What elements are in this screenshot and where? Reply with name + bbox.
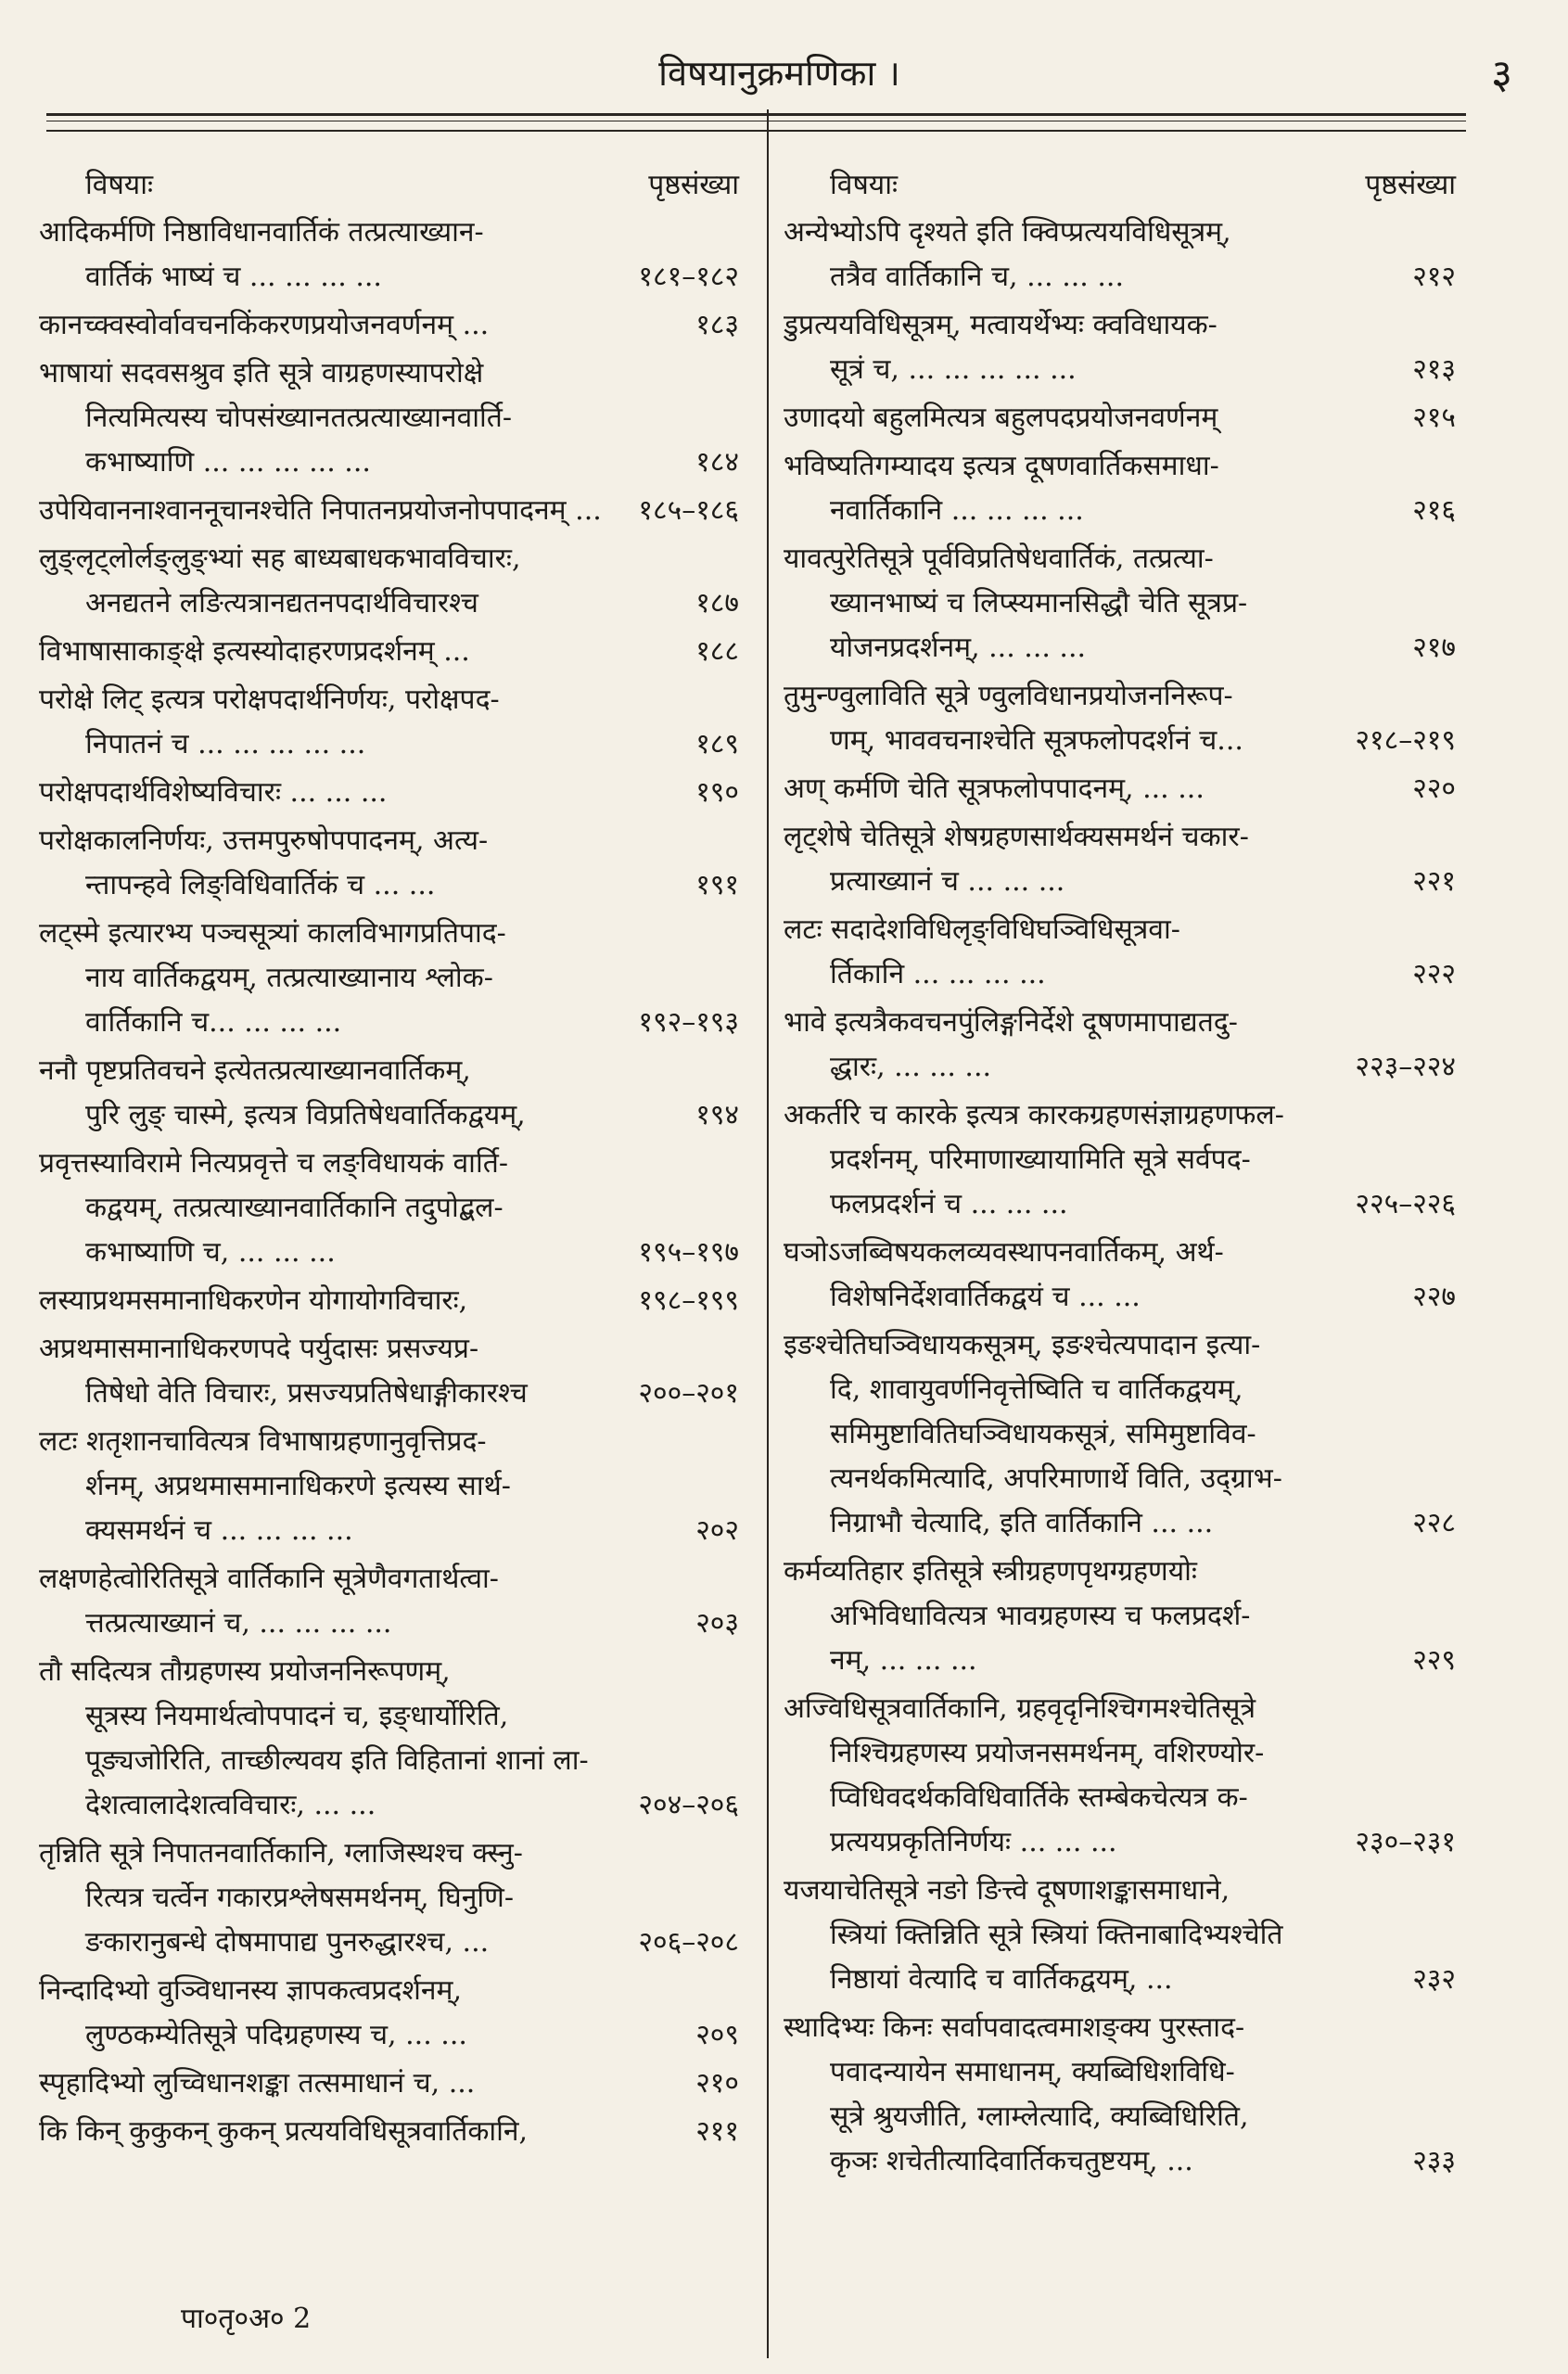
entry-text-line: त्तत्प्रत्याख्यानं च, ... ... ... ... bbox=[85, 1607, 392, 1640]
entry-page-number: १९१ bbox=[688, 863, 739, 908]
entry-text-line: र्शनम्, अप्रथमासमानाधिकरणे इत्यस्य सार्थ- bbox=[85, 1470, 511, 1502]
entry-page-number: १८१–१८२ bbox=[631, 255, 739, 300]
entry-text-line: दि, शावायुवर्णनिवृत्तेष्विति च वार्तिकद्वयम्, bbox=[830, 1373, 1243, 1406]
entry-page-number: २०३ bbox=[688, 1602, 739, 1646]
toc-entry bbox=[784, 1093, 1465, 1227]
toc-entry bbox=[784, 767, 1465, 811]
entry-text-line: निश्चिग्रहणस्य प्रयोजनसमर्थनम्, वशिरण्योर- bbox=[830, 1737, 1265, 1769]
entry-text-line: णम्, भाववचनाश्चेति सूत्रफलोपदर्शनं च... bbox=[830, 724, 1243, 757]
page-number: ३ bbox=[1491, 51, 1512, 98]
entry-page-number: २२० bbox=[1405, 767, 1456, 811]
entry-text-line: अप्रथमासमानाधिकरणपदे पर्युदासः प्रसज्यप्र- bbox=[39, 1333, 479, 1365]
right-column bbox=[784, 153, 1465, 2188]
toc-entry bbox=[39, 1420, 748, 1553]
entry-text-line: उणादयो बहुलमित्यत्र बहुलपदप्रयोजनवर्णनम् bbox=[784, 402, 1218, 434]
entry-page-number: २१६ bbox=[1405, 489, 1456, 533]
entry-page-number: १८७ bbox=[688, 581, 739, 626]
entry-page-number: २२३–२२४ bbox=[1347, 1045, 1456, 1090]
subject-column-label: विषयाः bbox=[830, 169, 899, 201]
entry-page-number: २१७ bbox=[1405, 626, 1456, 670]
entry-text-line: निपातनं च ... ... ... ... ... bbox=[85, 728, 366, 760]
entry-text-line: प्विधिवदर्थकविधिवार्तिके स्तम्बेकचेत्यत्र क- bbox=[830, 1781, 1248, 1814]
toc-entry bbox=[39, 537, 748, 626]
entry-text-line: योजनप्रदर्शनम्, ... ... ... bbox=[830, 632, 1087, 664]
page-column-label: पृष्ठसंख्या bbox=[1365, 169, 1456, 201]
entry-text-line: क्यसमर्थनं च ... ... ... ... bbox=[85, 1514, 353, 1547]
entry-text-line: लटः शतृशानचावित्यत्र विभाषाग्रहणानुवृत्तिप्रद- bbox=[39, 1425, 487, 1458]
toc-entry bbox=[784, 444, 1465, 533]
entry-text-line: तिषेधो वेति विचारः, प्रसज्यप्रतिषेधाङ्गीकारश्च bbox=[85, 1377, 528, 1410]
toc-entry bbox=[39, 1557, 748, 1646]
entry-text-line: कभाष्याणि च, ... ... ... bbox=[85, 1236, 336, 1269]
entry-page-number: १९८–१९९ bbox=[631, 1279, 739, 1323]
entry-text-line: लृट्शेषे चेतिसूत्रे शेषग्रहणसार्थक्यसमर्थनं चकार- bbox=[784, 821, 1249, 853]
entry-text-line: अनद्यतने लङित्यत्रानद्यतनपदार्थविचारश्च bbox=[85, 587, 478, 619]
entry-text-line: लुङ्लृट्लोर्लङ्लुङ्भ्यां सह बाध्यबाधकभावविचारः, bbox=[39, 542, 521, 575]
toc-entry bbox=[39, 1650, 748, 1828]
entry-text-line: यजयाचेतिसूत्रे नङो ङित्त्वे दूषणाशङ्कासमाधाने, bbox=[784, 1874, 1230, 1907]
entry-page-number: २२१ bbox=[1405, 860, 1456, 904]
entry-text-line: स्थादिभ्यः किनः सर्वापवादत्वमाशङ्क्य पुरस्ताद- bbox=[784, 2011, 1245, 2044]
page-column-label: पृष्ठसंख्या bbox=[648, 169, 739, 201]
toc-entry bbox=[784, 537, 1465, 670]
entry-text-line: कि किन् कुकुकन् कुकन् प्रत्ययविधिसूत्रवार्तिकानि, bbox=[39, 2115, 529, 2148]
entry-page-number: २००–२०१ bbox=[631, 1372, 739, 1416]
entry-page-number: २०९ bbox=[688, 2013, 739, 2058]
entry-text-line: त्यनर्थकमित्यादि, अपरिमाणार्थे विति, उद्ग्राभ- bbox=[830, 1462, 1282, 1495]
entry-text-line: ननौ पृष्टप्रतिवचने इत्येतत्प्रत्याख्यानवार्तिकम्, bbox=[39, 1054, 471, 1087]
entry-text-line: लक्षणहेत्वोरितिसूत्रे वार्तिकानि सूत्रेणैवगतार्थत्वा- bbox=[39, 1563, 499, 1595]
entry-text-line: लस्याप्रथमसमानाधिकरणेन योगायोगविचारः, bbox=[39, 1284, 468, 1317]
entry-text-line: भावे इत्यत्रैकवचनपुंलिङ्गनिर्देशे दूषणमापाद्यतदु- bbox=[784, 1006, 1238, 1039]
toc-entry bbox=[784, 211, 1465, 300]
entry-text-line: वार्तिकानि च... ... ... ... bbox=[85, 1006, 342, 1039]
entry-page-number: २२८ bbox=[1405, 1501, 1456, 1546]
entry-text-line: र्तिकानि ... ... ... ... bbox=[830, 958, 1046, 990]
entry-text-line: विशेषनिर्देशवार्तिकद्वयं च ... ... bbox=[830, 1281, 1141, 1313]
entry-page-number: २०६–२०८ bbox=[631, 1921, 739, 1965]
toc-entry bbox=[784, 1323, 1465, 1546]
entry-text-line: उपेयिवाननाश्वाननूचानश्चेति निपातनप्रयोजनोपपादनम् ... bbox=[39, 494, 602, 527]
toc-entry bbox=[39, 303, 748, 348]
toc-entry bbox=[39, 489, 748, 533]
entry-text-line: देशत्वालादेशत्वविचारः, ... ... bbox=[85, 1789, 376, 1821]
entry-text-line: ख्यानभाष्यं च लिप्स्यमानसिद्धौ चेति सूत्रप्र- bbox=[830, 587, 1248, 619]
entry-text-line: विभाषासाकाङ्क्षे इत्यस्योदाहरणप्रदर्शनम् ... bbox=[39, 635, 470, 668]
toc-entry bbox=[39, 2110, 748, 2154]
entry-page-number: २१८–२१९ bbox=[1347, 719, 1456, 763]
entry-text-line: कृञः शचेतीत्यादिवार्तिकचतुष्टयम्, ... bbox=[830, 2145, 1193, 2177]
entry-text-line: निन्दादिभ्यो वुञ्विधानस्य ज्ञापकत्वप्रदर्शनम्, bbox=[39, 1974, 463, 2007]
entry-text-line: तत्रैव वार्तिकानि च, ... ... ... bbox=[830, 261, 1124, 293]
entry-text-line: कानच्क्वस्वोर्वावचनकिंकरणप्रयोजनवर्णनम् ... bbox=[39, 309, 490, 341]
entry-text-line: न्तापन्हवे लिङ्विधिवार्तिकं च ... ... bbox=[85, 869, 436, 901]
entry-page-number: १८५–१८६ bbox=[631, 489, 739, 533]
entry-text-line: घञोऽजब्विषयकलव्यवस्थापनवार्तिकम्, अर्थ- bbox=[784, 1236, 1224, 1269]
entry-page-number: १८३ bbox=[688, 303, 739, 348]
entry-text-line: स्पृहादिभ्यो लुच्विधानशङ्का तत्समाधानं च, ... bbox=[39, 2067, 476, 2100]
entry-text-line: कद्वयम्, तत्प्रत्याख्यानवार्तिकानि तदुपोद्बल- bbox=[85, 1192, 504, 1224]
toc-entry bbox=[39, 1327, 748, 1416]
entry-text-line: नाय वार्तिकद्वयम्, तत्प्रत्याख्यानाय श्लोक- bbox=[85, 962, 493, 994]
entry-text-line: तृन्निति सूत्रे निपातनवार्तिकानि, ग्लाजिस्थश्च क्स्नु- bbox=[39, 1837, 523, 1870]
entry-page-number: १९० bbox=[688, 771, 739, 815]
entry-page-number: २०२ bbox=[688, 1509, 739, 1553]
entry-text-line: यावत्पुरेतिसूत्रे पूर्वविप्रतिषेधवार्तिकं, तत्प्रत्या- bbox=[784, 542, 1214, 575]
entry-page-number: २३०–२३१ bbox=[1347, 1820, 1456, 1865]
toc-entry bbox=[39, 1969, 748, 2058]
entry-text-line: नित्यमित्यस्य चोपसंख्यानतत्प्रत्याख्यानवार्ति- bbox=[85, 402, 513, 434]
toc-entry bbox=[39, 1142, 748, 1275]
entry-text-line: अन्येभ्योऽपि दृश्यते इति क्विप्प्रत्ययविधिसूत्रम्, bbox=[784, 216, 1231, 249]
entry-text-line: भाषायां सदवसश्रुव इति सूत्रे वाग्रहणस्यापरोक्षे bbox=[39, 357, 484, 389]
entry-text-line: डुप्रत्ययविधिसूत्रम्, मत्वायर्थेभ्यः क्वविधायक- bbox=[784, 309, 1217, 341]
signature-mark: पा०तृ०अ० 2 bbox=[181, 2303, 312, 2335]
entry-text-line: कर्मव्यतिहार इतिसूत्रे स्त्रीग्रहणपृथग्ग्रहणयोः bbox=[784, 1555, 1197, 1588]
subject-column-label: विषयाः bbox=[85, 169, 154, 201]
entry-text-line: इङश्चेतिघञ्विधायकसूत्रम्, इङश्चेत्यपादान इत्या- bbox=[784, 1329, 1261, 1361]
entry-text-line: स्त्रियां क्तिन्निति सूत्रे स्त्रियां क्तिनाबादिभ्यश्चेति bbox=[830, 1919, 1283, 1951]
toc-entry bbox=[784, 1231, 1465, 1320]
entry-text-line: कभाष्याणि ... ... ... ... ... bbox=[85, 446, 371, 479]
toc-entry bbox=[784, 396, 1465, 440]
entry-text-line: लट्स्मे इत्यारभ्य पञ्चसूत्र्यां कालविभागप्रतिपाद- bbox=[39, 917, 506, 950]
entry-text-line: प्रदर्शनम्, परिमाणाख्यायामिति सूत्रे सर्वपद- bbox=[830, 1143, 1251, 1176]
entry-text-line: परोक्षे लिट् इत्यत्र परोक्षपदार्थनिर्णयः, परोक्षपद- bbox=[39, 683, 500, 716]
toc-entry bbox=[784, 674, 1465, 763]
entry-page-number: २२९ bbox=[1405, 1639, 1456, 1683]
entry-page-number: १९२–१९३ bbox=[631, 1001, 739, 1045]
entry-page-number: २३३ bbox=[1405, 2139, 1456, 2184]
entry-text-line: अज्विधिसूत्रवार्तिकानि, ग्रहवृदृनिश्चिगमश्चेतिसूत्रे bbox=[784, 1692, 1256, 1725]
toc-entry bbox=[39, 630, 748, 674]
column-header bbox=[39, 153, 748, 211]
entry-page-number: १८४ bbox=[688, 440, 739, 485]
entry-page-number: २१२ bbox=[1405, 255, 1456, 300]
entry-text-line: सूत्रस्य नियमार्थत्वोपपादनं च, इङ्धार्योरिति, bbox=[85, 1700, 509, 1732]
entry-text-line: समिमुष्टावितिघञ्विधायकसूत्रं, समिमुष्टाविव- bbox=[830, 1418, 1256, 1450]
column-header bbox=[784, 153, 1465, 211]
entry-page-number: २१३ bbox=[1405, 348, 1456, 392]
entry-text-line: सूत्रे श्रुयजीति, ग्लाम्लेत्यादि, क्यब्विधिरिति, bbox=[830, 2100, 1249, 2133]
entry-text-line: वार्तिकं भाष्यं च ... ... ... ... bbox=[85, 261, 382, 293]
entry-text-line: ङकारानुबन्धे दोषमापाद्य पुनरुद्धारश्च, ... bbox=[85, 1926, 490, 1959]
entry-text-line: अकर्तरि च कारके इत्यत्र कारकग्रहणसंज्ञाग्रहणफल- bbox=[784, 1099, 1284, 1131]
header-rule bbox=[46, 113, 1466, 116]
toc-entry bbox=[784, 1687, 1465, 1865]
entry-page-number: १८८ bbox=[688, 630, 739, 674]
entry-text-line: तुमुन्ण्वुलाविति सूत्रे ण्वुलविधानप्रयोजननिरूप- bbox=[784, 680, 1233, 712]
toc-entry bbox=[784, 303, 1465, 392]
entry-text-line: तौ सदित्यत्र तौग्रहणस्य प्रयोजननिरूपणम्, bbox=[39, 1655, 451, 1688]
entry-page-number: १९४ bbox=[688, 1093, 739, 1138]
entry-page-number: २२७ bbox=[1405, 1275, 1456, 1320]
entry-text-line: लटः सदादेशविधिलृङ्विधिघञ्विधिसूत्रवा- bbox=[784, 913, 1180, 946]
entry-page-number: १९५–१९७ bbox=[631, 1231, 739, 1275]
entry-text-line: लुण्ठकम्येतिसूत्रे पदिग्रहणस्य च, ... ... bbox=[85, 2019, 467, 2051]
entry-text-line: अभिविधावित्यत्र भावग्रहणस्य च फलप्रदर्श- bbox=[830, 1600, 1251, 1632]
toc-entry bbox=[784, 815, 1465, 904]
entry-text-line: प्रत्याख्यानं च ... ... ... bbox=[830, 865, 1065, 898]
left-entry-list bbox=[39, 211, 748, 2154]
entry-text-line: नवार्तिकानि ... ... ... ... bbox=[830, 494, 1084, 527]
entry-text-line: निग्राभौ चेत्यादि, इति वार्तिकानि ... ... bbox=[830, 1507, 1214, 1539]
entry-text-line: निष्ठायां वेत्यादि च वार्तिकद्वयम्, ... bbox=[830, 1963, 1173, 1996]
entry-page-number: २०४–२०६ bbox=[631, 1783, 739, 1828]
entry-page-number: १८९ bbox=[688, 722, 739, 767]
toc-entry bbox=[39, 1832, 748, 1965]
entry-page-number: २१० bbox=[688, 2061, 739, 2106]
toc-entry bbox=[39, 1279, 748, 1323]
toc-entry bbox=[39, 912, 748, 1045]
page-title: विषयानुक्रमणिका । bbox=[658, 53, 900, 94]
entry-text-line: अण् कर्मणि चेति सूत्रफलोपपादनम्, ... ... bbox=[784, 772, 1205, 805]
entry-text-line: भविष्यतिगम्यादय इत्यत्र दूषणवार्तिकसमाधा- bbox=[784, 450, 1219, 482]
entry-page-number: २३२ bbox=[1405, 1958, 1456, 2002]
toc-entry bbox=[784, 2006, 1465, 2184]
entry-text-line: आदिकर्मणि निष्ठाविधानवार्तिकं तत्प्रत्याख्यान- bbox=[39, 216, 484, 249]
entry-page-number: २१५ bbox=[1405, 396, 1456, 440]
entry-text-line: पुरि लुङ् चास्मे, इत्यत्र विप्रतिषेधवार्तिकद्वयम्, bbox=[85, 1099, 526, 1131]
toc-entry bbox=[784, 1869, 1465, 2002]
right-entry-list bbox=[784, 211, 1465, 2184]
entry-page-number: २११ bbox=[688, 2110, 739, 2154]
toc-entry bbox=[784, 908, 1465, 997]
entry-page-number: २२५–२२६ bbox=[1347, 1182, 1456, 1227]
toc-entry bbox=[39, 351, 748, 485]
entry-text-line: द्धारः, ... ... ... bbox=[830, 1051, 992, 1083]
entry-text-line: नम्, ... ... ... bbox=[830, 1644, 977, 1677]
column-divider bbox=[767, 109, 769, 2358]
toc-entry bbox=[39, 211, 748, 300]
entry-page-number: २२२ bbox=[1405, 952, 1456, 997]
entry-text-line: रित्यत्र चर्त्वेन गकारप्रश्लेषसमर्थनम्, घिनुणि- bbox=[85, 1882, 514, 1914]
entry-text-line: पवादन्यायेन समाधानम्, क्यब्विधिशविधि- bbox=[830, 2056, 1235, 2088]
toc-entry bbox=[39, 2061, 748, 2106]
entry-text-line: पूङ्यजोरिति, ताच्छील्यवय इति विहितानां शानां ला- bbox=[85, 1744, 589, 1777]
toc-entry bbox=[39, 678, 748, 767]
toc-entry bbox=[39, 1049, 748, 1138]
toc-entry bbox=[39, 819, 748, 908]
page-header bbox=[46, 35, 1512, 109]
entry-text-line: सूत्रं च, ... ... ... ... ... bbox=[830, 353, 1077, 386]
entry-text-line: फलप्रदर्शनं च ... ... ... bbox=[830, 1188, 1068, 1220]
entry-text-line: प्रवृत्तस्याविरामे नित्यप्रवृत्ते च लङ्विधायकं वार्ति- bbox=[39, 1147, 508, 1180]
left-column bbox=[39, 153, 748, 2158]
entry-text-line: परोक्षकालनिर्णयः, उत्तमपुरुषोपपादनम्, अत्य- bbox=[39, 824, 489, 857]
toc-entry bbox=[784, 1001, 1465, 1090]
toc-entry bbox=[39, 771, 748, 815]
entry-text-line: परोक्षपदार्थविशेष्यविचारः ... ... ... bbox=[39, 776, 388, 809]
entry-text-line: प्रत्ययप्रकृतिनिर्णयः ... ... ... bbox=[830, 1826, 1117, 1858]
header-rule bbox=[46, 130, 1466, 132]
toc-entry bbox=[784, 1550, 1465, 1683]
